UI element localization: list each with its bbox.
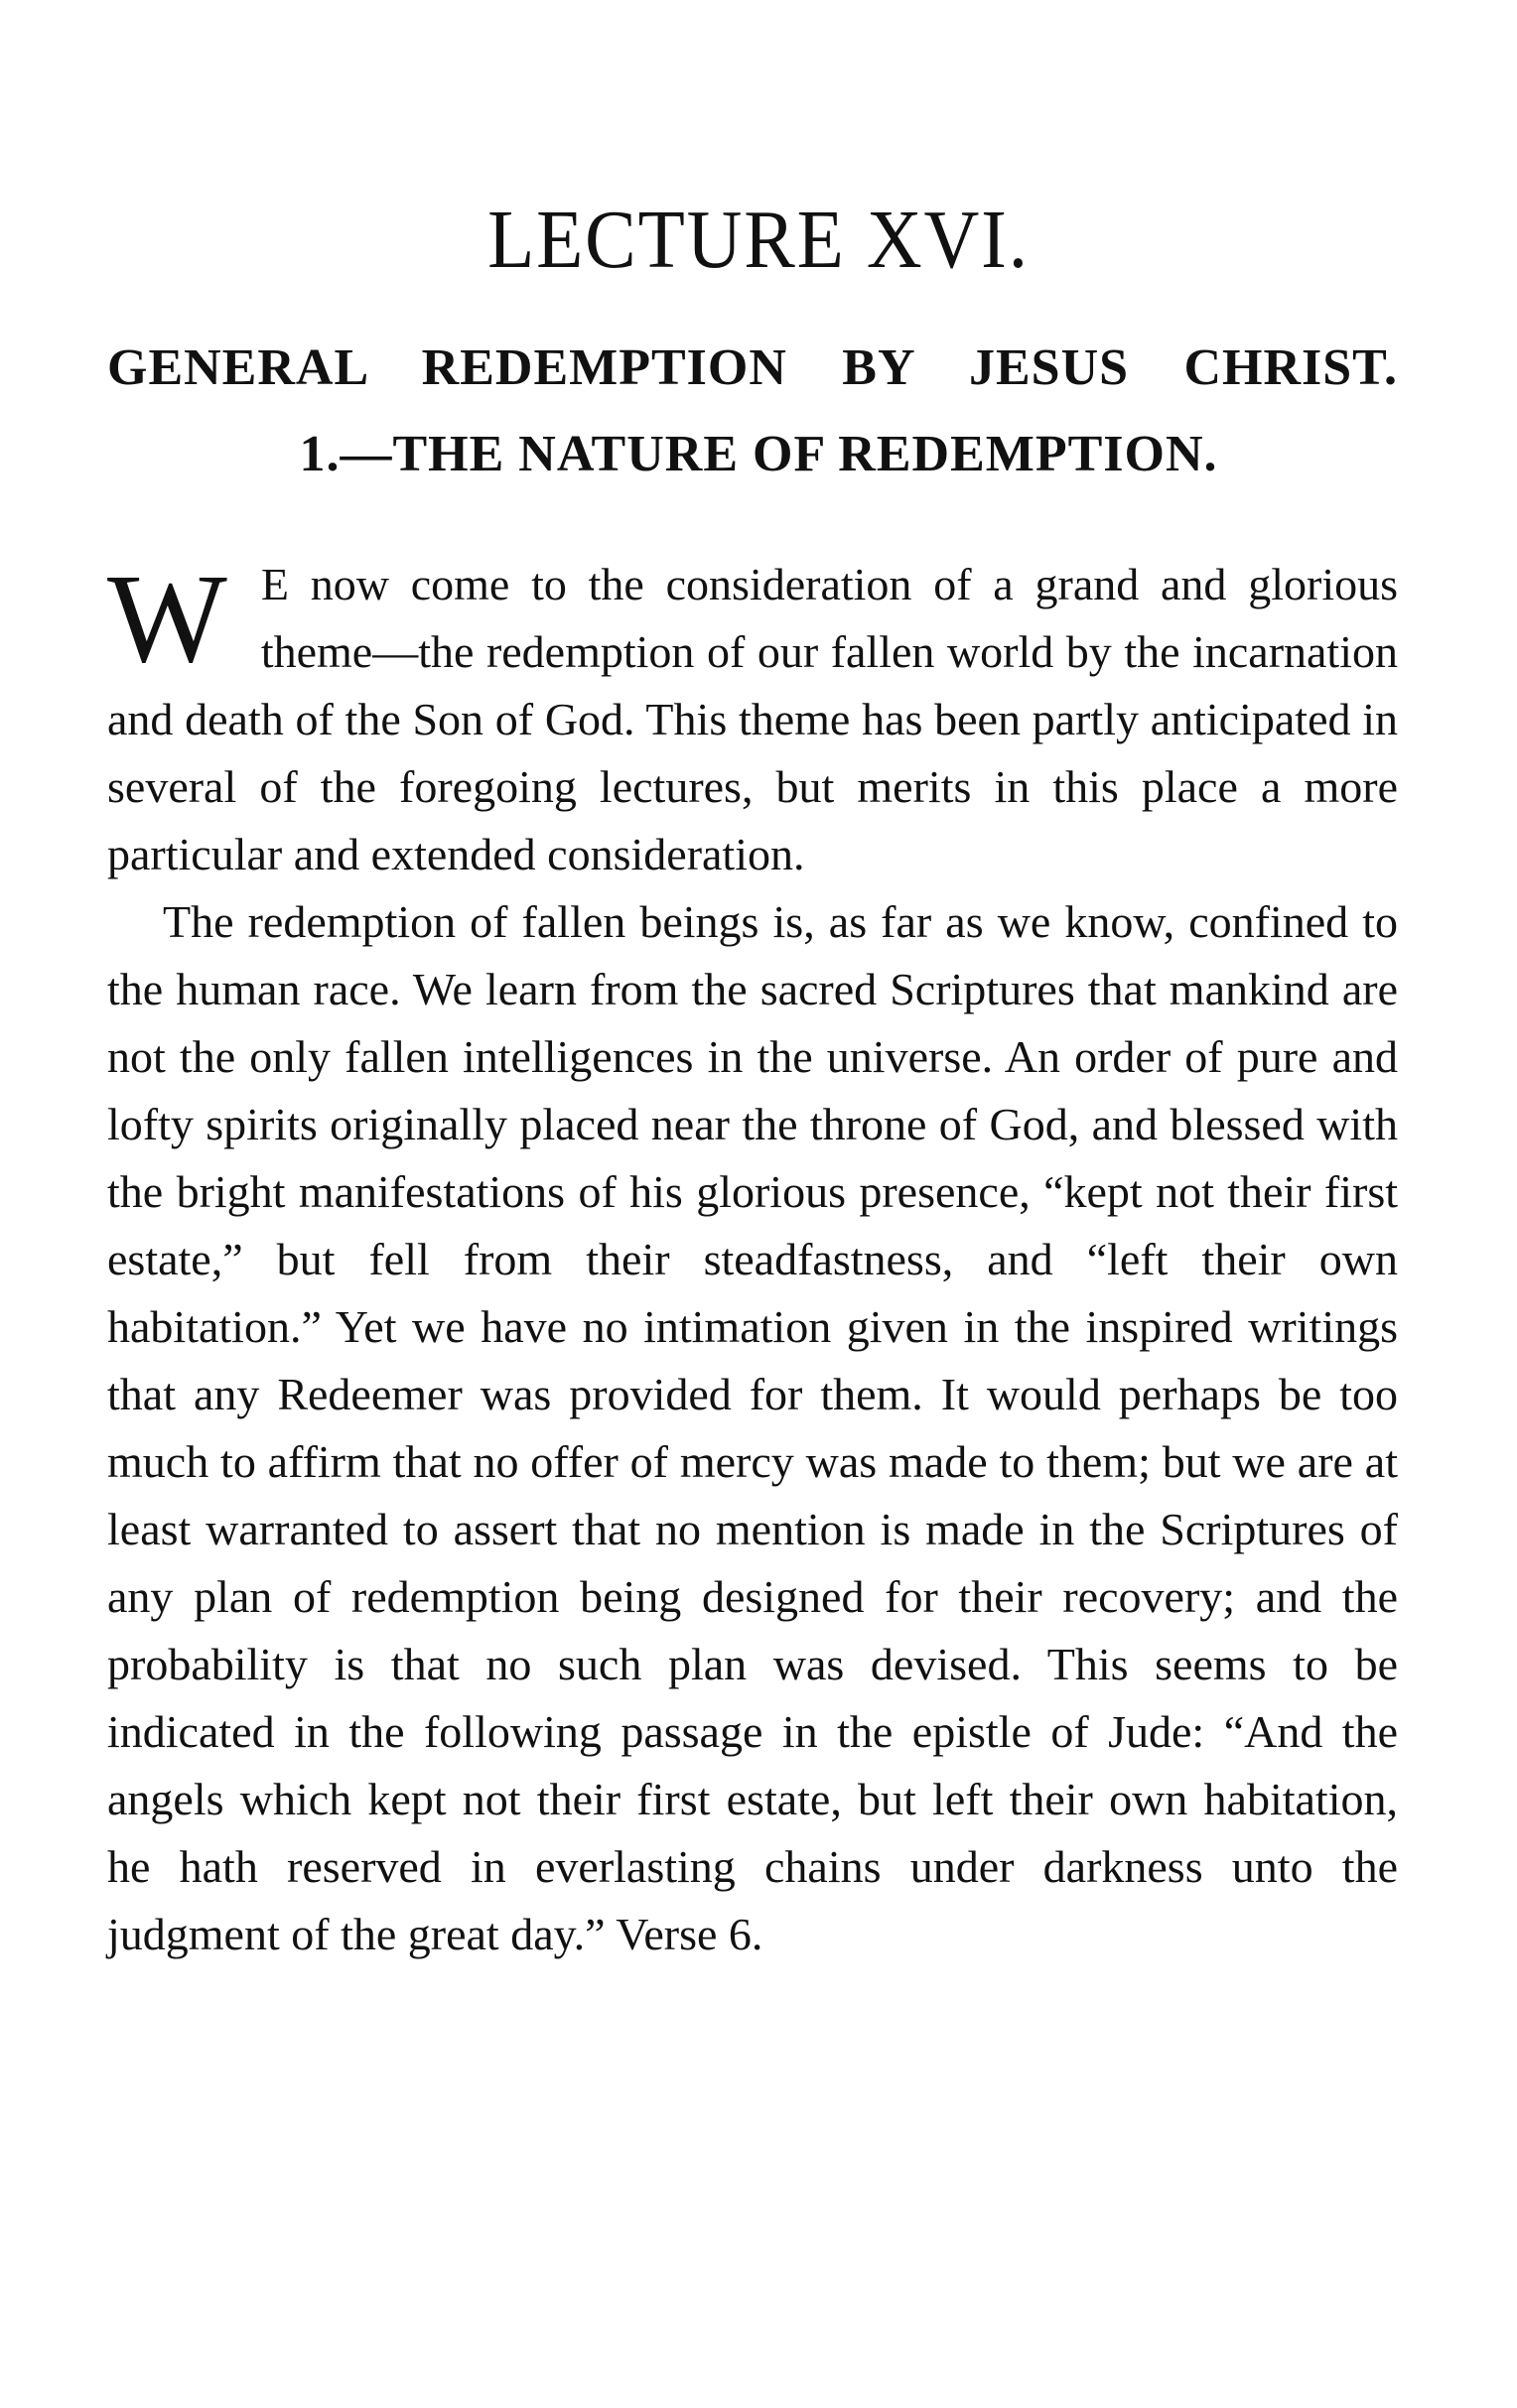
lecture-title: LECTURE XVI. xyxy=(487,194,1030,286)
body-text xyxy=(107,548,1398,1968)
first-word-rest: E xyxy=(260,559,289,609)
paragraph-2: The redemption of fallen beings is, as far as we know, confined to the human race. We learn from the sacred Scriptures that mankind are not the only fallen intelligences in the universe. An order of pure and lofty spirits originally placed near the throne of God, and blessed with the bright manifestations of his glorious presence, “kept not their first estate,” but fell from their steadfastness, and “left their own habitation.” Yet we have no intimation given in the inspired writings that any Redeemer was provided for them. It would perhaps be too much to affirm that no offer of mercy was made to them; but we are at least warranted to assert that no mention is made in the Scriptures of any plan of redemption being designed for their recovery; and the probability is that no such plan was devised. This seems to be indicated in the following passage in the epistle of Jude: “And the angels which kept not their first estate, but left their own habitation, he hath reserved in everlasting chains under darkness unto the judgment of the great day.” Verse 6. xyxy=(107,896,1398,1959)
paragraph-1-text: now come to the consideration of a grand and glorious theme—the redemption of our fallen world by the incarnation and death of the Son of God. This theme has been partly anticipated in several of the foregoing lectures, but merits in this place a more particular and extended consideration. xyxy=(107,559,1398,879)
drop-cap: W xyxy=(107,548,227,689)
lecture-subtitle: GENERAL REDEMPTION BY JESUS CHRIST. xyxy=(107,339,1398,396)
section-heading: 1.—THE NATURE OF REDEMPTION. xyxy=(299,426,1218,482)
paragraph-1 xyxy=(107,548,1398,888)
